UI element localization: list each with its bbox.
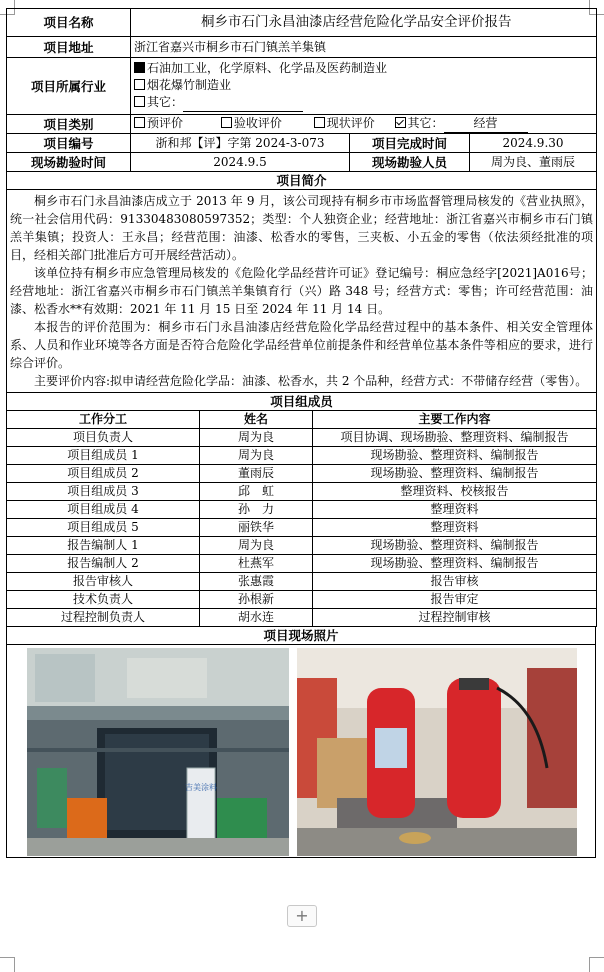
checkbox-empty-icon [221,117,232,128]
team-col-work: 主要工作内容 [313,411,597,429]
project-address-value: 浙江省嘉兴市桐乡市石门镇羔羊集镇 [131,37,597,58]
finish-time-value: 2024.9.30 [470,134,597,153]
team-col-role: 工作分工 [7,411,200,429]
finish-time-label: 项目完成时间 [350,134,470,153]
team-cell-work: 整理资料 [313,501,597,519]
team-row [7,537,597,555]
team-row [7,519,597,537]
project-type-label: 项目类别 [7,115,131,134]
team-cell-name: 孙 力 [200,501,313,519]
team-row [7,465,597,483]
type-option-pre[interactable]: 预评价 [134,116,183,130]
checkbox-checked-icon [395,117,406,128]
add-page-button[interactable]: + [287,905,317,927]
project-name-value: 桐乡市石门永昌油漆店经营危险化学品安全评价报告 [131,9,597,37]
team-cell-work: 现场勘验、整理资料、编制报告 [313,537,597,555]
team-cell-role: 技术负责人 [7,591,200,609]
checkbox-empty-icon [134,79,145,90]
team-row [7,501,597,519]
team-cell-work: 整理资料 [313,519,597,537]
crop-mark-bottom-left [0,957,15,972]
team-cell-role: 过程控制负责人 [7,609,200,627]
team-cell-role: 项目组成员 1 [7,447,200,465]
industry-other-blank [183,94,303,112]
type-option-acceptance[interactable]: 验收评价 [221,116,282,130]
team-cell-name: 邱 虹 [200,483,313,501]
intro-paragraph: 该单位持有桐乡市应急管理局核发的《危险化学品经营许可证》登记编号：桐应急经字[2021]A016号；经营地址：浙江省嘉兴市桐乡市石门镇羔羊集镇育行（兴）路 348 号；经营方式：零售；许可经营范围：油漆、松香水**有效期：2021 年 11 月 15 日至 2024 年 11 月 14 日。 [10,266,593,316]
team-cell-name: 孙根新 [200,591,313,609]
team-cell-work: 整理资料、校核报告 [313,483,597,501]
intro-paragraph: 本报告的评价范围为：桐乡市石门永昌油漆店经营危险化学品经营过程中的基本条件、相关安全管理体系、人员和作业环境等各方面是否符合危险化学品经营单位前提条件和经营单位基本条件等相应的要求，进行综合评价。 [10,320,593,370]
team-row [7,447,597,465]
team-cell-work: 报告审核 [313,573,597,591]
team-cell-work: 现场勘验、整理资料、编制报告 [313,447,597,465]
team-cell-work: 过程控制审核 [313,609,597,627]
checkbox-empty-icon [134,117,145,128]
team-cell-role: 项目组成员 3 [7,483,200,501]
team-cell-name: 丽铁华 [200,519,313,537]
surveyor-value: 周为良、董雨辰 [470,153,597,172]
industry-label: 项目所属行业 [7,58,131,115]
intro-heading: 项目简介 [7,172,597,190]
photos-heading: 项目现场照片 [7,627,596,645]
report-sheet [6,8,596,858]
team-cell-role: 项目组成员 5 [7,519,200,537]
shop-sign-text: 吉美涂料 [185,783,217,792]
team-cell-work: 项目协调、现场勘验、整理资料、编制报告 [313,429,597,447]
checkbox-empty-icon [314,117,325,128]
team-cell-role: 项目负责人 [7,429,200,447]
team-cell-name: 周为良 [200,537,313,555]
fire-extinguisher-photo [297,648,577,856]
team-cell-name: 胡水连 [200,609,313,627]
intro-paragraph: 桐乡市石门永昌油漆店成立于 2013 年 9 月，该公司现持有桐乡市市场监督管理局核发的《营业执照》，统一社会信用代码：91330483080597352；类型：个人独资企业；经营地址：浙江省嘉兴市桐乡市石门镇羔羊集镇；投资人：王永昌；经营范围：油漆、松香水的零售，三夹板、小五金的零售（依法须经批准的项目，经相关部门批准后方可开展经营活动）。 [10,194,593,262]
project-address-label: 项目地址 [7,37,131,58]
crop-mark-bottom-right [589,957,604,972]
team-row [7,429,597,447]
team-cell-role: 项目组成员 2 [7,465,200,483]
team-row [7,483,597,501]
project-type-options [131,115,597,134]
project-number-value: 浙和邦【评】字第 2024-3-073 [131,134,350,153]
team-row [7,591,597,609]
team-row [7,573,597,591]
industry-option-other[interactable]: 其它： [134,94,593,112]
industry-option-fireworks[interactable]: 烟花爆竹制造业 [134,77,593,94]
team-heading: 项目组成员 [7,393,597,411]
team-cell-work: 现场勘验、整理资料、编制报告 [313,465,597,483]
checkbox-empty-icon [134,96,145,107]
project-name-label: 项目名称 [7,9,131,37]
checkbox-filled-icon [134,62,145,73]
team-cell-work: 现场勘验、整理资料、编制报告 [313,555,597,573]
team-cell-role: 报告编制人 1 [7,537,200,555]
team-cell-work: 报告审定 [313,591,597,609]
team-table [6,392,597,627]
team-row [7,555,597,573]
team-cell-role: 报告审核人 [7,573,200,591]
team-cell-name: 杜燕军 [200,555,313,573]
team-cell-role: 报告编制人 2 [7,555,200,573]
industry-options [131,58,597,115]
team-cell-role: 项目组成员 4 [7,501,200,519]
industry-option-petro[interactable]: 石油加工业，化学原料、化学品及医药制造业 [134,60,593,77]
survey-time-label: 现场勘验时间 [7,153,131,172]
type-option-status[interactable]: 现状评价 [314,116,375,130]
project-info-table [6,8,597,393]
storefront-photo [27,648,289,856]
team-cell-name: 董雨辰 [200,465,313,483]
team-row [7,609,597,627]
type-option-other[interactable]: 其它： 经营 [395,116,528,130]
team-col-name: 姓名 [200,411,313,429]
survey-time-value: 2024.9.5 [131,153,350,172]
type-other-value: 经营 [444,115,528,133]
photos-cell [7,645,596,858]
photo-table [6,626,596,858]
team-cell-name: 周为良 [200,447,313,465]
surveyor-label: 现场勘验人员 [350,153,470,172]
project-number-label: 项目编号 [7,134,131,153]
intro-paragraph: 主要评价内容:拟申请经营危险化学品：油漆、松香水，共 2 个品种，经营方式：不带储存经营（零售）。 [34,374,588,388]
intro-body [7,190,597,393]
team-cell-name: 张惠霞 [200,573,313,591]
team-cell-name: 周为良 [200,429,313,447]
